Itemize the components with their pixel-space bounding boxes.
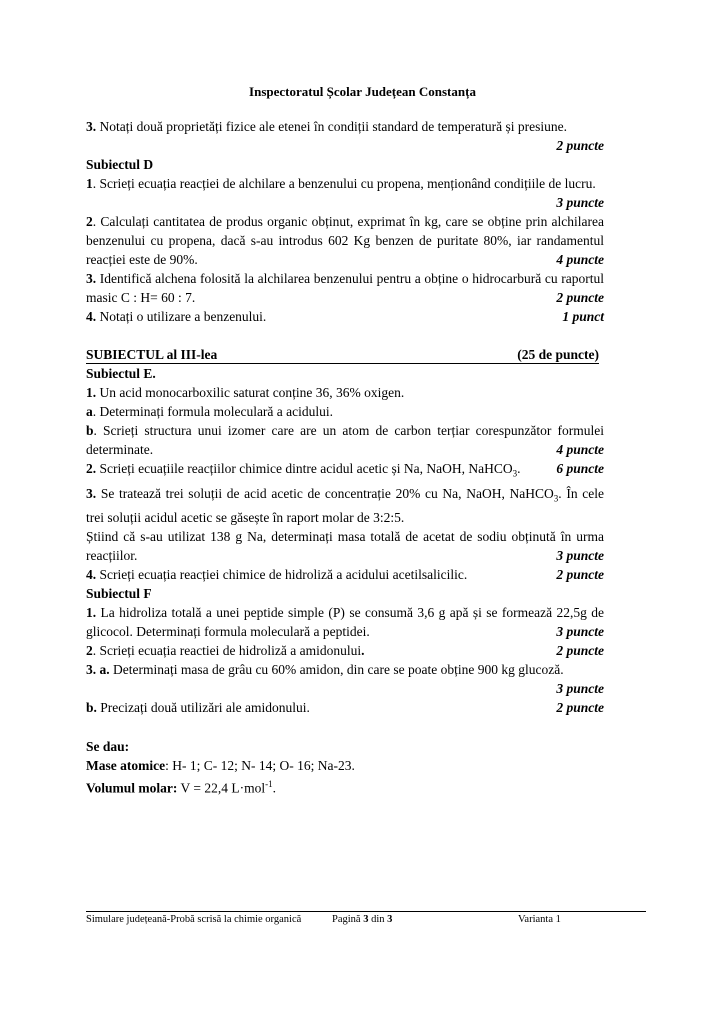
atomic-masses: Mase atomice: H- 1; C- 12; N- 14; O- 16; Na-23. (86, 758, 355, 774)
q-number: 2 (86, 643, 93, 659)
points: 2 puncte (556, 290, 604, 305)
q-number: 3. (86, 485, 97, 501)
subiect-f-title: Subiectul F (86, 586, 152, 602)
d-pre-q3: 3. Notați două proprietăți fizice ale etenei în condiții standard de temperatură și presiune. (86, 119, 567, 134)
page-header: Inspectoratul Școlar Județean Constanța (249, 84, 476, 99)
q-number: a (86, 404, 93, 419)
q-number: 1. (86, 385, 97, 400)
q-number: 4. (86, 567, 97, 583)
given-title: Se dau: (86, 739, 130, 755)
d-q1: 1. Scrieți ecuația reacției de alchilare a benzenului cu propena, menționând condițiile de lucru. (86, 176, 596, 191)
f-q1: 1. La hidroliza totală a unei peptide simple (P) se consumă 3,6 g apă și se formează 22,5g de glicocol. Determinați formula moleculară a peptidei. (86, 605, 604, 640)
footer-variant: Varianta 1 (518, 914, 561, 925)
f-q2: 2. Scrieți ecuația reactiei de hidroliză a amidonului. 2 puncte (86, 643, 604, 659)
footer-rule (86, 911, 646, 912)
q-number: 4. (86, 309, 97, 324)
e-q1a: a. Determinați formula moleculară a acidului. (86, 404, 334, 419)
e-q4: 4. Scrieți ecuația reacției chimice de hidroliză a acidului acetilsalicilic. 2 puncte (86, 567, 604, 583)
section-3-heading: SUBIECTUL al III-lea (25 de puncte) (86, 347, 599, 362)
points: 1 punct (562, 309, 604, 324)
q-number: 1. (86, 605, 97, 621)
q-number: 3. (86, 271, 97, 286)
points: 6 puncte (556, 461, 604, 476)
q-number: 2 (86, 214, 93, 229)
points: 4 puncte (556, 442, 604, 457)
points: 3 puncte (556, 195, 604, 210)
footer-page-number: Pagină 3 din 3 (332, 914, 393, 925)
q-number: b (86, 423, 94, 438)
e-q2: 2. Scrieți ecuațiile reacțiilor chimice dintre acidul acetic și Na, NaOH, NaHCO$_3$. 6 puncte (86, 461, 604, 479)
subiect-e-title: Subiectul E. (86, 366, 156, 381)
points: 4 puncte (556, 252, 604, 267)
subiect-d-title: Subiectul D (86, 157, 154, 172)
points: 2 puncte (556, 643, 604, 659)
q-number: 3. a. (86, 662, 110, 678)
points: 3 puncte (556, 624, 604, 640)
e-q3: 3. Se tratează trei soluții de acid acetic de concentrație 20% cu Na, NaOH, NaHCO$_3$. În cele trei soluții acidul acetic se găsește în raport molar de 3:2:5. (86, 485, 604, 526)
d-q3: 3. Identifică alchena folosită la alchilarea benzenului pentru a obține o hidrocarbură cu raportul masic C : H= 60 : 7. (86, 271, 605, 305)
points: 2 puncte (556, 700, 604, 716)
q-number: 1 (86, 176, 93, 191)
footer-exam-name: Simulare județeană-Probă scrisă la chimie organică (86, 914, 302, 925)
e-q1: 1. Un acid monocarboxilic saturat conține 36, 36% oxigen. (86, 385, 405, 400)
molar-volume: Volumul molar: V = 22,4 L·mol$^{-1}$. (86, 779, 277, 796)
e-q1b: b. Scrieți structura unui izomer care are un atom de carbon terțiar corespunzător formulei determinate. (86, 423, 604, 457)
q-number: 2. (86, 461, 97, 476)
f-q3a: 3. a. Determinați masa de grâu cu 60% amidon, din care se poate obține 900 kg glucoză. (86, 662, 564, 678)
points: 3 puncte (556, 548, 604, 564)
points: 2 puncte (556, 138, 604, 153)
q-number: b. (86, 700, 97, 716)
exam-content (86, 117, 604, 798)
q-number: 3. (86, 119, 97, 134)
f-q3b: b. Precizați două utilizări ale amidonului. 2 puncte (86, 700, 604, 716)
points: 3 puncte (556, 681, 604, 697)
e-q3-cont: Știind că s-au utilizat 138 g Na, determinați masa totală de acetat de sodiu obținută în urma reacțiilor. (86, 529, 604, 564)
d-q2: 2. Calculați cantitatea de produs organic obținut, exprimat în kg, care se obține prin alchilarea benzenului cu propena, dacă s-au introdus 602 Kg benzen de puritate 80%, iar randamentul reacției este de 90%. (86, 214, 604, 267)
points: 2 puncte (556, 567, 604, 583)
d-q4: 4. Notați o utilizare a benzenului. 1 punct (86, 309, 604, 324)
